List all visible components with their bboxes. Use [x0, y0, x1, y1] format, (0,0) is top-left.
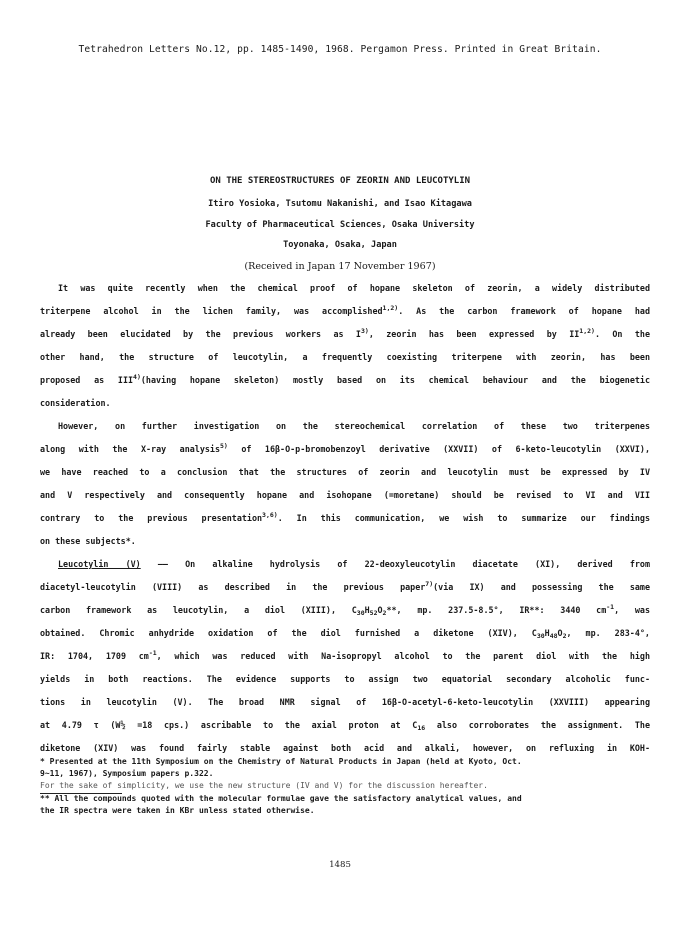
text-line: triterpene alcohol in the lichen family, was accomplished$^{1,2)}$. As the carbon framework of hopane had: [40, 304, 650, 316]
journal-header: Tetrahedron Letters No.12, pp. 1485-1490, 1968. Pergamon Press. Printed in Great Britain.: [78, 44, 602, 55]
authors: Itiro Yosioka, Tsutomu Nakanishi, and Isao Kitagawa: [208, 199, 472, 209]
section-heading: Leucotylin (V): [58, 559, 141, 569]
location: Toyonaka, Osaka, Japan: [283, 240, 397, 250]
footnote: For the sake of simplicity, we use the new structure (IV and V) for the discussion hereafter.: [40, 781, 488, 790]
text-line: already been elucidated by the previous workers as $I^{3)}$, zeorin has been expressed by II$^{1,2)}$. On the: [40, 327, 650, 339]
text-line: yields in both reactions. The evidence supports to assign two equatorial secondary alcoholic func-: [40, 674, 650, 684]
footnote: 9~11, 1967), Symposium papers p.322.: [40, 769, 214, 778]
text-line: and V respectively and consequently hopane and isohopane (=moretane) should be revised to VI and VII: [40, 490, 650, 500]
text-line: diacetyl-leucotylin (VIII) as described in the previous paper$^{7)}$(via IX) and possessing the same: [40, 580, 650, 592]
text-line: proposed as III$^{4)}$(having hopane skeleton) mostly based on its chemical behaviour and the biogenetic: [40, 373, 650, 385]
footnote: ** All the compounds quoted with the molecular formulae gave the satisfactory analytical values, and: [40, 794, 522, 803]
text-line: consideration.: [40, 398, 111, 408]
affiliation: Faculty of Pharmaceutical Sciences, Osaka University: [205, 220, 475, 230]
text-line: contrary to the previous presentation$^{3,6)}$. In this communication, we wish to summarize our findings: [40, 511, 650, 523]
text-line: we have reached to a conclusion that the structures of zeorin and leucotylin must be expressed by IV: [40, 467, 650, 477]
text-line: obtained. Chromic anhydride oxidation of the diol furnished a diketone (XIV), $C_{30}H_{48}O_2$, mp. 283-4°,: [40, 628, 650, 640]
text-line: carbon framework as leucotylin, a diol (XIII), $C_{30}H_{52}O_2**$, mp. 237.5-8.5°, IR**: 3440 $cm^{-1}$, was: [40, 603, 650, 617]
footnote: the IR spectra were taken in KBr unless stated otherwise.: [40, 806, 315, 815]
text-line: other hand, the structure of leucotylin, a frequently coexisting triterpene with zeorin, has been: [40, 352, 650, 362]
text-line: at 4.79 τ (W½ =18 cps.) ascribable to the axial proton at $C_{16}$ also corroborates the assignment. The: [40, 720, 650, 732]
text-line: Leucotylin (V) —— On alkaline hydrolysis of 22-deoxyleucotylin diacetate (XI), derived from: [58, 559, 651, 569]
text-line: It was quite recently when the chemical proof of hopane skeleton of zeorin, a widely distributed: [58, 283, 650, 293]
page-number: 1485: [329, 860, 351, 870]
footnote: * Presented at the 11th Symposium on the Chemistry of Natural Products in Japan (held at Kyoto, Oct.: [40, 757, 522, 766]
text-line: However, on further investigation on the stereochemical correlation of these two triterpenes: [58, 421, 650, 431]
text-line: tions in leucotylin (V). The broad NMR signal of 16β-O-acetyl-6-keto-leucotylin (XXVIII) appearing: [40, 697, 650, 707]
received-date: (Received in Japan 17 November 1967): [244, 261, 436, 272]
text-line: IR: 1704, 1709 $cm^{-1}$, which was reduced with Na-isopropyl alcohol to the parent diol with the high: [40, 649, 650, 661]
article-title: ON THE STEREOSTRUCTURES OF ZEORIN AND LEUCOTYLIN: [209, 176, 471, 186]
text-line: on these subjects*.: [40, 536, 136, 546]
text-line: along with the X-ray analysis$^{5)}$ of 16β-O-p-bromobenzoyl derivative (XXVII) of 6-keto-leucotylin (XXVI),: [40, 442, 650, 454]
text-line: diketone (XIV) was found fairly stable against both acid and alkali, however, on refluxing in KOH-: [40, 743, 650, 753]
